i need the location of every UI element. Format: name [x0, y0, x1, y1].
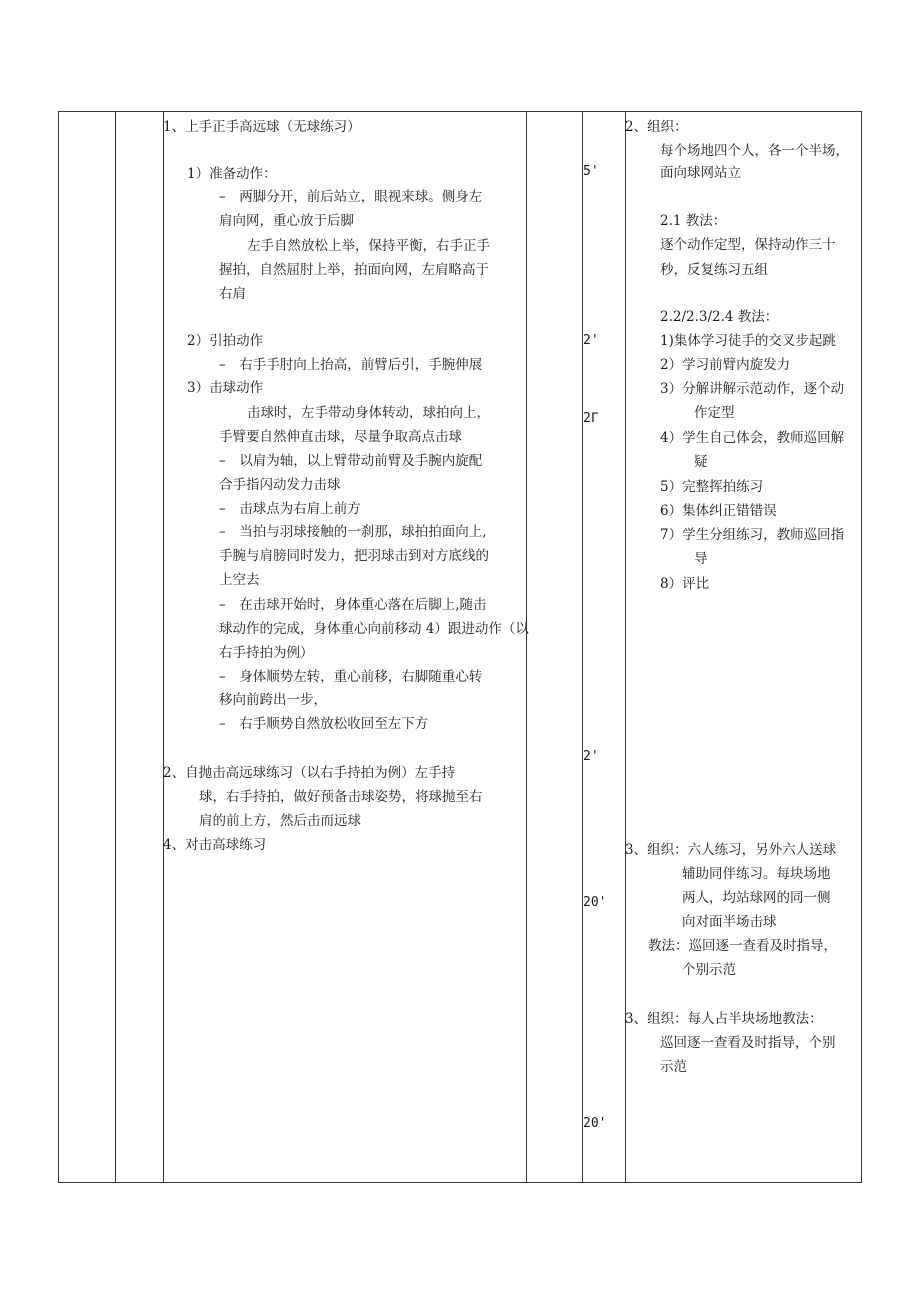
column-divider — [163, 112, 164, 1182]
text-line: 球动作的完成，身体重心向前移动 4）跟进动作（以 — [219, 621, 529, 637]
column-divider — [115, 112, 116, 1182]
method-2-2-title: 2.2/2.3/2.4 教法： — [660, 309, 779, 325]
text-line: 逐个动作定型，保持动作三十 — [660, 237, 836, 253]
teach-3a-title: 教法：巡回逐一查看及时指导， — [648, 938, 837, 954]
text-line: 左手自然放松上举，保持平衡，右手正手 — [247, 238, 490, 254]
text-line: 合手指闪动发力击球 — [219, 477, 341, 493]
text-line: – 当拍与羽球接触的一刹那，球拍拍面向上, — [219, 524, 487, 540]
step-item-cont: 疑 — [694, 454, 708, 470]
text-line: – 身体顺势左转，重心前移，右脚随重心转 — [219, 669, 483, 685]
text-line: 移向前跨出一步， — [219, 692, 327, 708]
org-2-title: 2、组织： — [625, 119, 688, 135]
text-line: – 击球点为右肩上前方 — [219, 501, 361, 517]
text-line: 手臂要自然伸直击球，尽量争取高点击球 — [219, 429, 462, 445]
step-item-cont: 导 — [694, 551, 708, 567]
sub-1-title: 1）准备动作： — [187, 166, 277, 182]
time-value: 2' — [583, 333, 599, 348]
time-value: 2Γ — [583, 411, 599, 426]
text-line: – 右手顺势自然放松收回至左下方 — [219, 716, 429, 732]
step-item: 1)集体学习徒手的交叉步起跳 — [660, 333, 836, 349]
text-line: 握拍，自然屈肘上举，拍面向网，左肩略高于 — [219, 262, 489, 278]
step-item: 6）集体纠正错错误 — [660, 503, 777, 519]
sub-3-title: 3）击球动作 — [187, 380, 264, 396]
time-value: 20' — [583, 895, 607, 910]
item-4-title: 4、对击高球练习 — [163, 837, 267, 853]
method-2-1-title: 2.1 教法： — [660, 213, 727, 229]
text-line: 击球时，左手带动身体转动，球拍向上， — [247, 405, 490, 421]
text-line: – 以肩为轴，以上臂带动前臂及手腕内旋配 — [219, 453, 483, 469]
step-item: 5）完整挥拍练习 — [660, 479, 764, 495]
time-value: 2' — [583, 749, 599, 764]
text-line: – 两脚分开，前后站立，眼视来球。侧身左 — [219, 189, 483, 205]
item-2-title: 2、自抛击高远球练习（以右手持拍为例）左手持 — [163, 765, 456, 781]
text-line: 上空去 — [219, 572, 260, 588]
step-item-cont: 作定型 — [694, 405, 735, 421]
text-line: 手腕与肩膀同时发力，把羽球击到对方底线的 — [219, 548, 489, 564]
text-line: 球，右手持拍，做好预备击球姿势，将球抛至右 — [199, 789, 483, 805]
text-line: 每个场地四个人，各一个半场， — [660, 143, 849, 159]
text-line: 个别示范 — [682, 962, 736, 978]
time-value: 5' — [583, 164, 599, 179]
text-line: 向对面半场击球 — [682, 914, 777, 930]
text-line: 秒，反复练习五组 — [660, 262, 768, 278]
text-line: 右手持拍为例） — [219, 645, 314, 661]
text-line: – 右手手肘向上抬高，前臂后引，手腕伸展 — [219, 357, 483, 373]
text-line: 面向球网站立 — [660, 165, 741, 181]
step-item: 8）评比 — [660, 576, 710, 592]
time-value: 20' — [583, 1116, 607, 1131]
step-item: 7）学生分组练习，教师巡回指 — [660, 527, 845, 543]
sub-2-title: 2）引拍动作 — [187, 333, 264, 349]
step-item: 4）学生自己体会，教师巡回解 — [660, 430, 845, 446]
text-line: 示范 — [660, 1059, 687, 1075]
text-line: 右肩 — [219, 286, 246, 302]
column-divider — [526, 112, 527, 1182]
text-line: 肩向网，重心放于后脚 — [219, 213, 354, 229]
column-divider — [582, 112, 583, 1182]
text-line: – 在击球开始时，身体重心落在后脚上,随击 — [219, 597, 487, 613]
step-item: 2）学习前臂内旋发力 — [660, 357, 791, 373]
text-line: 两人，均站球网的同一侧 — [682, 890, 831, 906]
org-3a-title: 3、组织：六人练习，另外六人送球 — [625, 842, 837, 858]
item-1-title: 1、上手正手高远球（无球练习） — [163, 119, 361, 135]
org-3b-title: 3、组织：每人占半块场地教法： — [625, 1011, 823, 1027]
text-line: 辅助同伴练习。每块场地 — [682, 866, 831, 882]
text-line: 肩的前上方，然后击而远球 — [199, 813, 361, 829]
text-line: 巡回逐一查看及时指导，个别 — [660, 1035, 836, 1051]
step-item: 3）分解讲解示范动作，逐个动 — [660, 381, 845, 397]
